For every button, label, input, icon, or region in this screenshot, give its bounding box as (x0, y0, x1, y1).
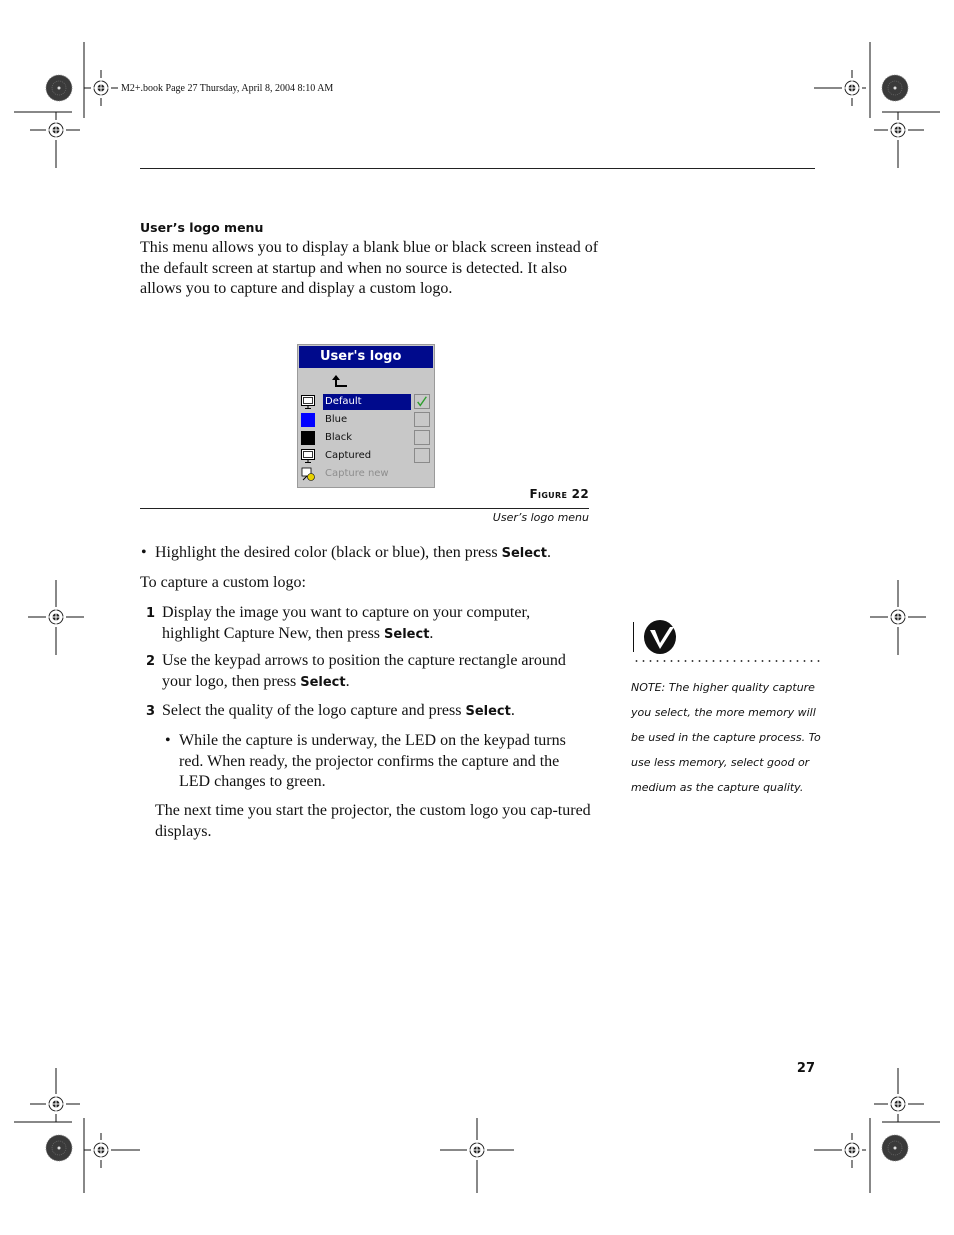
bullet-marker: • (141, 544, 147, 561)
note-text: NOTE: The higher quality capture you select, the more memory will be used in the capture process. To use less memory, select good or medium as the capture quality. (631, 681, 821, 794)
intro-paragraph: This menu allows you to display a blank blue or black screen instead of the default screen at startup and when no source is detected. It also allows you to capture and display a custom logo. (140, 239, 599, 297)
back-arrow-icon[interactable] (332, 375, 348, 389)
users-logo-menu (297, 344, 435, 488)
select-key-label: Select (384, 626, 430, 642)
menu-item-label: Captured (325, 450, 372, 461)
note-logo-icon (643, 619, 677, 655)
step-number: 3 (146, 704, 156, 719)
step-punct: . (345, 672, 350, 690)
page-number: 27 (796, 1061, 815, 1076)
figure-label: Figure 22 (529, 487, 589, 501)
menu-item-label: Black (325, 432, 353, 443)
sub-bullet-marker: • (165, 732, 171, 749)
capture-intro: To capture a custom logo: (140, 574, 306, 591)
screen-logo-icon (301, 449, 315, 463)
select-key-label: Select (501, 546, 547, 561)
menu-item-blue[interactable] (300, 412, 432, 428)
bullet-highlight-color (155, 543, 595, 565)
step-punct: . (429, 624, 434, 642)
checkbox[interactable] (414, 412, 430, 427)
screen-logo-icon (301, 395, 315, 409)
menu-item-captured[interactable] (300, 448, 432, 464)
step-text: Display the image you want to capture on your computer, highlight Capture New, then press (162, 604, 531, 642)
select-key-label: Select (465, 704, 511, 719)
select-key-label: Select (300, 674, 346, 690)
menu-item-label: Default (323, 394, 411, 410)
step-text: Use the keypad arrows to position the capture rectangle around your logo, then press (162, 652, 566, 690)
menu-item-default[interactable] (300, 394, 432, 410)
checkbox[interactable] (414, 448, 430, 463)
check-icon[interactable] (414, 394, 430, 409)
section-heading: User’s logo menu (140, 220, 264, 235)
menu-item-capture-new[interactable] (300, 466, 432, 482)
blue-swatch-icon (301, 413, 315, 427)
step-text: Select the quality of the logo capture and press (162, 702, 466, 719)
step-number: 2 (146, 654, 156, 669)
figure-rule (140, 508, 589, 509)
note-dotted-rule (633, 660, 820, 662)
bullet-text: Highlight the desired color (black or blue), then press (155, 544, 502, 561)
note-rule (633, 622, 634, 652)
sub-bullet-led: While the capture is underway, the LED on the keypad turns red. When ready, the projector confirms the capture and the LED changes to green. (179, 732, 566, 790)
closing-paragraph: The next time you start the projector, the custom logo you cap-tured displays. (155, 802, 591, 840)
checkbox[interactable] (414, 430, 430, 445)
running-header: M2+.book Page 27 Thursday, April 8, 2004 8:10 AM (121, 83, 334, 94)
menu-title: User's logo (299, 346, 433, 368)
step-2 (162, 651, 572, 693)
capture-icon (301, 467, 315, 481)
step-punct: . (510, 702, 515, 719)
menu-item-label: Capture new (325, 468, 389, 479)
step-1 (162, 603, 582, 645)
menu-item-label: Blue (325, 414, 348, 425)
black-swatch-icon (301, 431, 315, 445)
menu-item-black[interactable] (300, 430, 432, 446)
header-rule (140, 168, 815, 169)
step-3 (162, 701, 582, 723)
figure-caption: User’s logo menu (492, 511, 589, 524)
bullet-punct: . (546, 544, 551, 561)
step-number: 1 (146, 606, 156, 621)
